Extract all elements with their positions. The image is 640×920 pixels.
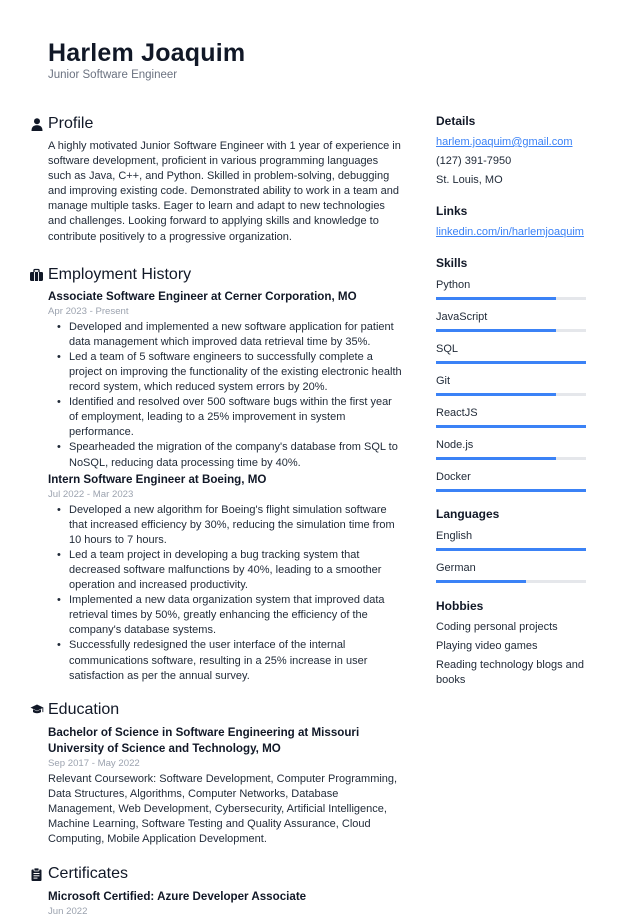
skill-level-bar <box>436 425 586 428</box>
coursework-text: Relevant Coursework: Software Development, Computer Programming, Data Structures, Algorithms, Computer Networks, Database Management, Web Development, Cybersecurity, Artificial Intelligence, Machine Learning, Software Testing and Quality Assurance, Cloud Computing, Mobile Application Development. <box>48 772 398 846</box>
skill-level-fill <box>436 361 586 364</box>
bullet-item: • Implemented a new data organization system that improved data retrieval times by 50%, greatly enhancing the efficiency of the company's database systems. <box>57 593 402 638</box>
job-dates: Jul 2022 - Mar 2023 <box>48 488 134 500</box>
job-entry <box>48 472 402 684</box>
certificates-title: Certificates <box>48 865 129 883</box>
linkedin-link[interactable]: linkedin.com/in/harlemjoaquim <box>436 226 584 238</box>
bullet-item: • Successfully redesigned the user interface of the internal communications software, resulting in a 25% increase in user satisfaction as per the annual survey. <box>57 638 402 683</box>
job-bullets <box>48 503 402 684</box>
certificates-section <box>30 863 402 918</box>
skill-name: ReactJS <box>436 407 478 419</box>
candidate-role: Junior Software Engineer <box>48 69 178 81</box>
skill-level-bar <box>436 393 586 396</box>
degree-title: Bachelor of Science in Software Engineering at Missouri University of Science and Technology, MO <box>48 725 360 755</box>
location-text: St. Louis, MO <box>436 174 503 186</box>
employment-title: Employment History <box>48 265 192 283</box>
person-icon <box>30 118 43 131</box>
profile-title: Profile <box>48 115 94 132</box>
skill-level-bar <box>436 329 586 332</box>
skill-level-fill <box>436 329 556 332</box>
hobby-item: Playing video games <box>436 640 538 652</box>
language-item <box>436 526 592 551</box>
education-title: Education <box>48 700 120 718</box>
phone-text: (127) 391-7950 <box>436 155 512 167</box>
skill-item <box>436 371 592 396</box>
job-dates: Apr 2023 - Present <box>48 305 129 317</box>
skill-item <box>436 467 592 492</box>
bullet-item: • Developed a new algorithm for Boeing's flight simulation software that increased efficiency by 30%, reducing the simulation time from 10 hours to 7 hours. <box>57 503 402 548</box>
candidate-name: Harlem Joaquim <box>48 39 246 67</box>
skill-level-fill <box>436 425 586 428</box>
clipboard-icon <box>30 868 43 881</box>
skill-name: Docker <box>436 471 471 483</box>
main-column <box>30 113 402 920</box>
briefcase-icon <box>30 268 43 281</box>
skill-name: SQL <box>436 343 459 355</box>
bullet-item: • Spearheaded the migration of the company's database from SQL to NoSQL, reducing data processing time by 40%. <box>57 440 402 470</box>
sidebar-column <box>436 113 592 692</box>
skill-level-bar <box>436 457 586 460</box>
job-bullets <box>48 320 402 471</box>
skill-item <box>436 403 592 428</box>
certificate-date: Jun 2022 <box>48 906 88 918</box>
education-section <box>30 699 402 847</box>
skills-section <box>436 255 592 492</box>
job-title: Associate Software Engineer at Cerner Corporation, MO <box>48 289 357 303</box>
languages-section <box>436 506 592 583</box>
skill-level-bar <box>436 489 586 492</box>
skill-item <box>436 339 592 364</box>
bullet-item: • Led a team of 5 software engineers to successfully complete a project on improving the functionality of the existing electronic health record system, which reduced system errors by 20%. <box>57 350 402 395</box>
language-level-fill <box>436 580 526 583</box>
language-level-bar <box>436 580 586 583</box>
language-name: English <box>436 530 473 542</box>
profile-section <box>30 113 402 245</box>
skill-level-fill <box>436 297 556 300</box>
details-section <box>436 113 592 190</box>
job-entry <box>48 289 402 471</box>
hobbies-section <box>436 598 592 688</box>
skill-level-fill <box>436 457 556 460</box>
hobby-item: Coding personal projects <box>436 621 558 633</box>
details-title: Details <box>436 114 476 128</box>
language-level-bar <box>436 548 586 551</box>
skill-name: Python <box>436 279 471 291</box>
links-section <box>436 203 592 242</box>
skill-name: Git <box>436 375 451 387</box>
languages-title: Languages <box>436 507 500 521</box>
certificate-name: Microsoft Certified: Azure Developer Associate <box>48 890 307 904</box>
skill-level-bar <box>436 297 586 300</box>
language-name: German <box>436 562 476 574</box>
email-link[interactable]: harlem.joaquim@gmail.com <box>436 136 573 148</box>
bullet-item: • Developed and implemented a new software application for patient data management which improved data retrieval time by 35%. <box>57 320 402 350</box>
skill-name: Node.js <box>436 439 474 451</box>
bullet-item: • Led a team project in developing a bug tracking system that decreased software malfunctions by 40%, leading to a smoother operation and increased productivity. <box>57 548 402 593</box>
skill-item <box>436 435 592 460</box>
skill-item <box>436 275 592 300</box>
job-title: Intern Software Engineer at Boeing, MO <box>48 472 267 486</box>
language-item <box>436 558 592 583</box>
links-title: Links <box>436 204 468 218</box>
skill-level-fill <box>436 393 556 396</box>
skill-level-fill <box>436 489 586 492</box>
skills-title: Skills <box>436 256 468 270</box>
language-level-fill <box>436 548 586 551</box>
graduation-cap-icon <box>30 703 43 716</box>
skill-name: JavaScript <box>436 311 488 323</box>
profile-text: A highly motivated Junior Software Engineer with 1 year of experience in software development, proficient in various programming languages such as Java, C++, and Python. Skilled in problem-solving, debugging and improving existing code. Demonstrated ability to work in a team and manage multiple tasks. Eager to learn and adapt to new technologies and challenges. Looking forward to applying skills and knowledge to contribute positively to a progressive organization. <box>48 140 401 243</box>
bullet-item: • Identified and resolved over 500 software bugs within the first year of employment, leading to a 25% improvement in system performance. <box>57 395 402 440</box>
education-dates: Sep 2017 - May 2022 <box>48 757 140 769</box>
employment-section <box>30 264 402 684</box>
hobby-item: Reading technology blogs and books <box>436 659 585 686</box>
hobbies-title: Hobbies <box>436 599 484 613</box>
skill-level-bar <box>436 361 586 364</box>
skill-item <box>436 307 592 332</box>
resume-header <box>48 38 245 81</box>
